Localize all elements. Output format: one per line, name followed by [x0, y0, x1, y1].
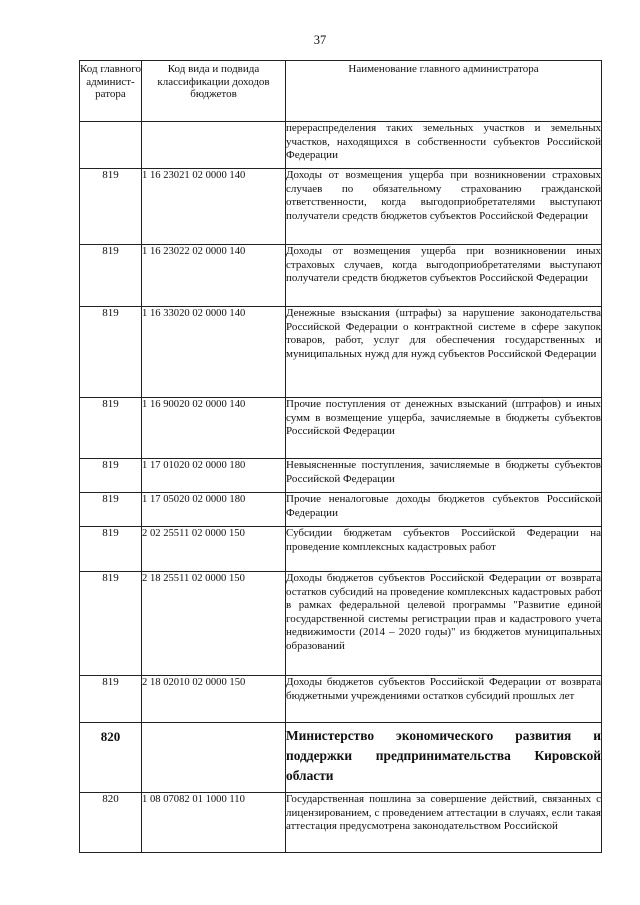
table-row — [80, 307, 602, 398]
admin-name-cell: Доходы от возмещения ущерба при возникновении иных страховых случаев, когда выгодоприобретателями выступают получатели средств бюджетов субъектов Российской Федерации — [286, 245, 602, 307]
admin-name-cell: Денежные взыскания (штрафы) за нарушение законодательства Российской Федерации о контрактной системе в сфере закупок товаров, работ, услуг для обеспечения государственных и муниципальных нужд для нужд субъектов Российской Федерации — [286, 307, 602, 398]
admin-name-cell: Доходы бюджетов субъектов Российской Федерации от возврата бюджетными учреждениями остатков субсидий прошлых лет — [286, 676, 602, 723]
table-row — [80, 122, 602, 169]
header-income-code: Код вида и подвида классификации доходов бюджетов — [142, 61, 286, 122]
table-header-row — [80, 61, 602, 122]
page-number: 37 — [313, 33, 327, 47]
income-code-cell: 1 17 05020 02 0000 180 — [142, 493, 286, 527]
header-admin-name: Наименование главного администратора — [286, 61, 602, 122]
admin-name-cell: Прочие поступления от денежных взысканий (штрафов) и иных сумм в возмещение ущерба, зачисляемые в бюджеты субъектов Российской Федерации — [286, 398, 602, 459]
admin-name-cell: Доходы бюджетов субъектов Российской Федерации от возврата остатков субсидий на проведение комплексных кадастровых работ в рамках федеральной целевой программы "Развитие единой государственной системы регистрации прав и кадастрового учета недвижимости (2014 – 2020 годы)" из бюджетов муниципальных образований — [286, 572, 602, 676]
table-row — [80, 676, 602, 723]
admin-code-cell: 819 — [80, 493, 142, 527]
admin-name-cell: Государственная пошлина за совершение действий, связанных с лицензированием, с проведением аттестации в случаях, если такая аттестация предусмотрена законодательством Российской — [286, 793, 602, 853]
admin-code-cell: 819 — [80, 572, 142, 676]
admin-code-cell: 819 — [80, 676, 142, 723]
admin-code-cell: 819 — [80, 459, 142, 493]
income-code-cell: 2 18 02010 02 0000 150 — [142, 676, 286, 723]
income-code-cell — [142, 723, 286, 793]
table-row — [80, 398, 602, 459]
admin-code-cell — [80, 122, 142, 169]
table-row — [80, 527, 602, 572]
table-row — [80, 493, 602, 527]
admin-name-cell: Доходы от возмещения ущерба при возникновении страховых случаев по обязательному страхованию гражданской ответственности, когда выгодоприобретателями выступают получатели средств бюджетов субъектов Российской Федерации — [286, 169, 602, 245]
income-code-cell: 2 02 25511 02 0000 150 — [142, 527, 286, 572]
table-row — [80, 245, 602, 307]
admin-code-cell: 820 — [80, 723, 142, 793]
admin-name-cell: Невыясненные поступления, зачисляемые в бюджеты субъектов Российской Федерации — [286, 459, 602, 493]
admin-name-cell: перераспределения таких земельных участков и земельных участков, находящихся в собственности субъектов Российской Федерации — [286, 122, 602, 169]
income-code-cell — [142, 122, 286, 169]
admin-code-cell: 819 — [80, 527, 142, 572]
table-row — [80, 459, 602, 493]
admin-code-cell: 819 — [80, 169, 142, 245]
income-code-cell: 1 16 23021 02 0000 140 — [142, 169, 286, 245]
admin-code-cell: 819 — [80, 307, 142, 398]
admin-code-cell: 819 — [80, 245, 142, 307]
income-code-cell: 1 17 01020 02 0000 180 — [142, 459, 286, 493]
admin-name-cell: Прочие неналоговые доходы бюджетов субъектов Российской Федерации — [286, 493, 602, 527]
income-admin-table — [79, 60, 602, 853]
ministry-name-cell: Министерство экономического развития и поддержки предпринимательства Кировской области — [286, 723, 602, 793]
admin-code-cell: 819 — [80, 398, 142, 459]
income-code-cell: 1 16 23022 02 0000 140 — [142, 245, 286, 307]
income-code-cell: 2 18 25511 02 0000 150 — [142, 572, 286, 676]
admin-name-cell: Субсидии бюджетам субъектов Российской Федерации на проведение комплексных кадастровых работ — [286, 527, 602, 572]
header-admin-code: Код главного админист-ратора — [80, 61, 142, 122]
income-code-cell: 1 16 33020 02 0000 140 — [142, 307, 286, 398]
table-row — [80, 793, 602, 853]
income-code-cell: 1 08 07082 01 1000 110 — [142, 793, 286, 853]
table-row-ministry-heading — [80, 723, 602, 793]
admin-code-cell: 820 — [80, 793, 142, 853]
table-row — [80, 169, 602, 245]
table-row — [80, 572, 602, 676]
income-code-cell: 1 16 90020 02 0000 140 — [142, 398, 286, 459]
